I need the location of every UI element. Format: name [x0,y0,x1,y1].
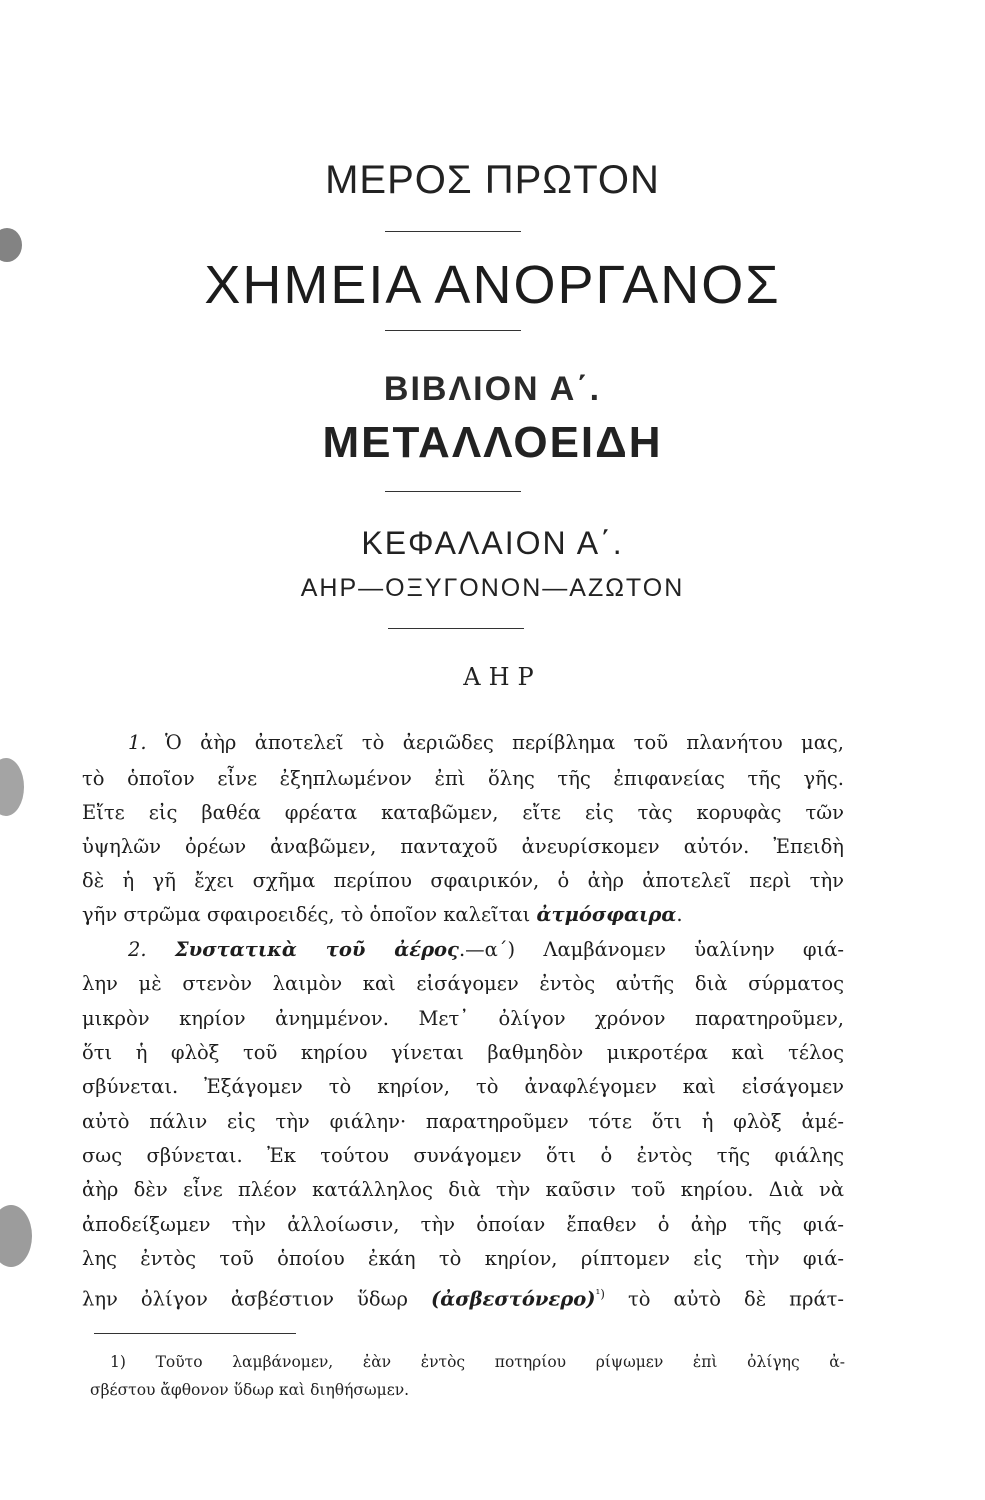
paragraph-1-line: τὸ ὁποῖον εἶνε ἐξηπλωμένον ἐπὶ ὅλης τῆς ἐπιφανείας τῆς γῆς. [82,767,844,790]
page-stain [0,1205,32,1267]
part-title: ΜΕΡΟΣ ΠΡΩΤΟΝ [325,158,660,202]
book-title: ΒΙΒΛΙΟΝ Α΄. [383,370,602,408]
paragraph-1-line: Εἴτε εἰς βαθέα φρέατα καταβῶμεν, εἴτε εἰς τὰς κορυφὰς τῶν [82,801,844,824]
section-title: ΑΗΡ [463,663,542,691]
chapter-title: ΚΕΦΑΛΑΙΟΝ Α΄. [361,525,624,561]
term-limewater: (ἀσβεστόνερο) [430,1287,596,1311]
chapter-subtitle: ΑΗΡ—ΟΞΥΓΟΝΟΝ—ΑΖΩΤΟΝ [300,574,685,602]
paragraph-number: 2. [128,938,147,961]
footnote-line: 1) Τοῦτο λαμβάνομεν, ἐὰν ἐντὸς ποτηρίου ρίψωμεν ἐπὶ ὀλίγης ἀ- [110,1353,845,1371]
book-subtitle: ΜΕΤΑΛΛΟΕΙΔΗ [322,418,663,467]
paragraph-text: γῆν στρῶμα σφαιροειδές, τὸ ὁποῖον καλεῖται [82,903,531,926]
period: . [676,903,683,926]
paragraph-text: τὸ αὐτὸ δὲ πράτ- [627,1287,845,1311]
paragraph-2-line [128,937,844,963]
paragraph-1-line [82,902,844,928]
footnote-divider [94,1333,296,1334]
paragraph-2-line: μικρὸν κηρίον ἀνημμένον. Μετ᾽ ὀλίγον χρόνον παρατηροῦμεν, [82,1007,844,1030]
heading-air-components: Συστατικὰ τοῦ ἀέρος [174,938,459,961]
paragraph-1-line [128,730,844,756]
divider [385,231,521,232]
paragraph-2-line: σως σβύνεται. Ἐκ τούτου συνάγομεν ὅτι ὁ ἐντὸς τῆς φιάλης [82,1144,844,1167]
paragraph-2-line: ἀποδείξωμεν τὴν ἀλλοίωσιν, τὴν ὁποίαν ἔπαθεν ὁ ἀὴρ τῆς φιά- [82,1213,844,1236]
footnote-ref: ¹) [595,1287,605,1301]
divider [388,628,524,629]
paragraph-2-line: ὅτι ἡ φλὸξ τοῦ κηρίου γίνεται βαθμηδὸν μικροτέρα καὶ τέλος [82,1041,844,1064]
page-stain [0,758,24,816]
paragraph-2-line: ἀὴρ δὲν εἶνε πλέον κατάλληλος διὰ τὴν καῦσιν τοῦ κηρίου. Διὰ νὰ [82,1178,844,1201]
divider [385,491,521,492]
paragraph-2-line: σβύνεται. Ἐξάγομεν τὸ κηρίον, τὸ ἀναφλέγομεν καὶ εἰσάγομεν [82,1075,844,1098]
paragraph-2-line: λης ἐντὸς τοῦ ὁποίου ἐκάη τὸ κηρίον, ρίπτομεν εἰς τὴν φιά- [82,1247,844,1270]
paragraph-1-line: ὑψηλῶν ὀρέων ἀναβῶμεν, πανταχοῦ ἀνευρίσκομεν αὐτόν. Ἐπειδὴ [82,835,844,858]
paragraph-2-line: λην μὲ στενὸν λαιμὸν καὶ εἰσάγομεν ἐντὸς αὐτῆς διὰ σύρματος [82,972,844,995]
term-atmosphere: ἀτμόσφαιρα [536,903,677,926]
main-title: ΧΗΜΕΙΑ ΑΝΟΡΓΑΝΟΣ [204,255,781,315]
paragraph-2-line [82,1281,844,1313]
divider [385,330,521,331]
paragraph-text: λην ὀλίγον ἀσβέστιον ὕδωρ [82,1287,408,1311]
paragraph-text: Ὁ ἀὴρ ἀποτελεῖ τὸ ἀεριῶδες περίβλημα τοῦ πλανήτου μας, [164,731,844,754]
footnote-line: σβέστου ἄφθονον ὕδωρ καὶ διηθήσωμεν. [90,1381,410,1399]
paragraph-1-line: δὲ ἡ γῆ ἔχει σχῆμα περίπου σφαιρικόν, ὁ ἀὴρ ἀποτελεῖ περὶ τὴν [82,869,844,892]
paragraph-text: .—α΄) Λαμβάνομεν ὑαλίνην φιά- [458,938,844,961]
paragraph-2-line: αὐτὸ πάλιν εἰς τὴν φιάλην· παρατηροῦμεν τότε ὅτι ἡ φλὸξ ἀμέ- [82,1110,844,1133]
paragraph-number: 1. [128,731,147,754]
